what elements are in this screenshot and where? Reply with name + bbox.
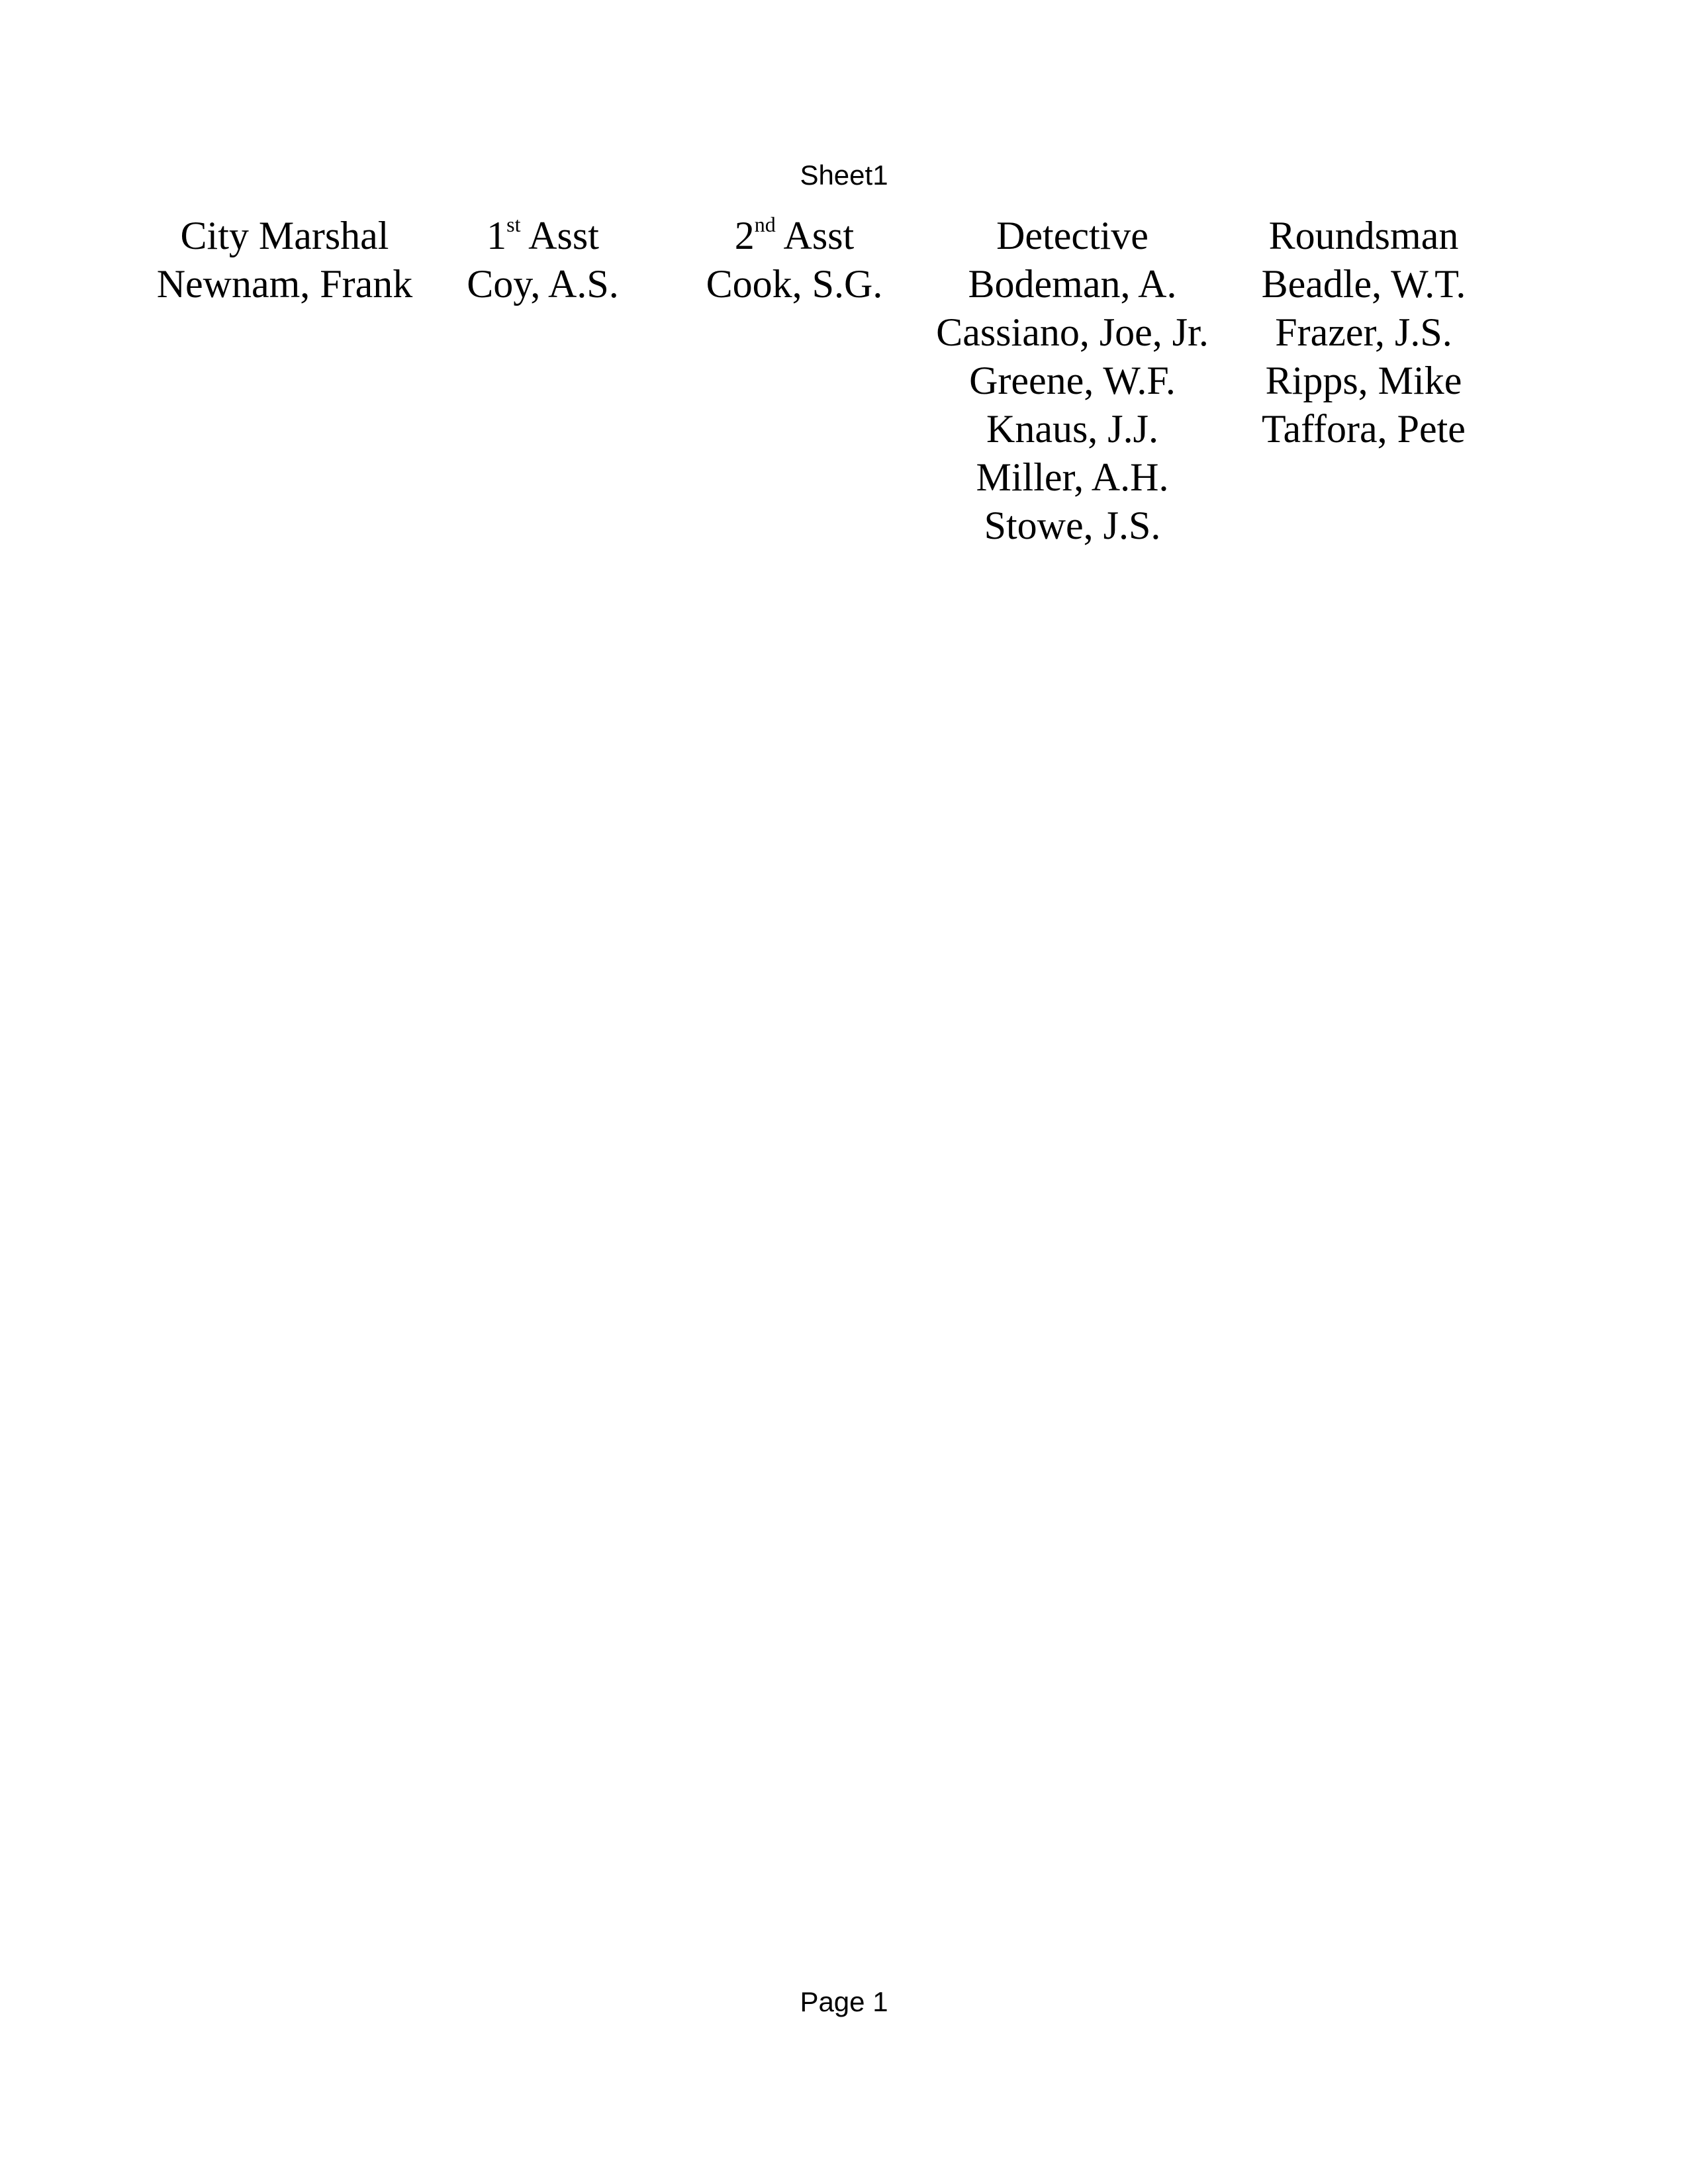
header-text: Asst (520, 214, 599, 257)
name-cell: Taffora, Pete (1262, 407, 1466, 451)
name-cell: Greene, W.F. (969, 359, 1176, 402)
name-cell: Bodeman, A. (968, 262, 1177, 306)
page-number: Page 1 (800, 1986, 888, 2017)
name-cell: Beadle, W.T. (1261, 262, 1466, 306)
sheet-title: Sheet1 (800, 159, 888, 191)
name-cell: Miller, A.H. (976, 455, 1169, 499)
name-cell: Coy, A.S. (467, 262, 619, 306)
name-cell: Stowe, J.S. (984, 504, 1161, 547)
name-cell: Newnam, Frank (156, 262, 413, 306)
column-header-roundsman: Roundsman (1268, 214, 1459, 257)
header-number: 1 (487, 214, 507, 257)
name-cell: Cassiano, Joe, Jr. (936, 310, 1209, 354)
header-ordinal-suffix: st (506, 212, 521, 236)
column-header-city-marshal: City Marshal (180, 214, 389, 257)
header-number: 2 (734, 214, 755, 257)
name-cell: Knaus, J.J. (986, 407, 1158, 451)
header-text: Asst (775, 214, 855, 257)
name-cell: Cook, S.G. (706, 262, 883, 306)
header-ordinal-suffix: nd (754, 212, 776, 236)
name-cell: Frazer, J.S. (1275, 310, 1452, 354)
name-cell: Ripps, Mike (1265, 359, 1462, 402)
column-roundsman (1192, 212, 1536, 453)
column-header-detective: Detective (996, 214, 1149, 257)
